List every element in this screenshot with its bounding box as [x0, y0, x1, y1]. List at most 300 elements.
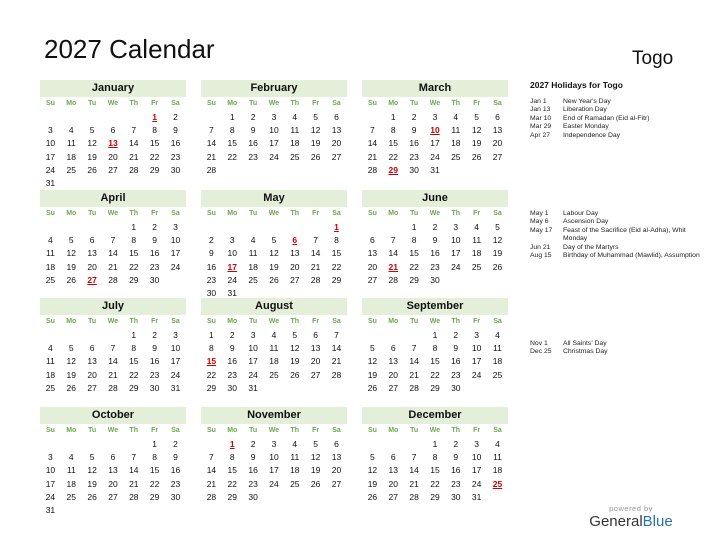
day-cell: 3 [474, 439, 479, 449]
empty-day-cell [264, 164, 285, 177]
day-cell: 27 [290, 274, 300, 285]
day-cell: 15 [430, 465, 440, 476]
day-cell: 18 [451, 138, 461, 149]
day-cell: 22 [149, 478, 160, 489]
empty-day-cell [61, 329, 82, 342]
day-cell: 26 [66, 274, 76, 285]
weekday-label: Fr [151, 318, 159, 325]
day-cell: 26 [471, 151, 482, 162]
weekday-label: Th [290, 210, 300, 217]
weekday-label: Th [451, 318, 461, 325]
empty-day-cell [362, 329, 383, 342]
day-cell: 1 [390, 112, 396, 122]
month-july [40, 298, 186, 395]
week-row [40, 329, 186, 342]
brand-part-blue: Blue [642, 513, 673, 530]
day-cell: 5 [313, 439, 318, 449]
empty-day-cell [326, 164, 347, 177]
day-cell: 20 [331, 465, 342, 476]
day-cell: 26 [290, 369, 300, 380]
day-cell: 8 [152, 452, 157, 463]
weekday-label: We [107, 318, 119, 325]
empty-day-cell [40, 221, 61, 234]
month-march [362, 80, 508, 177]
holiday-list [530, 80, 705, 356]
week-row [362, 261, 508, 274]
day-cell: 22 [149, 151, 160, 162]
week-row [40, 491, 186, 504]
day-cell: 19 [310, 465, 321, 476]
empty-day-cell [383, 221, 404, 234]
holiday-day-cell: 25 [492, 478, 503, 489]
holiday-day-cell: 21 [388, 261, 398, 272]
empty-day-cell [466, 382, 487, 395]
weekday-label: Mo [66, 100, 77, 107]
day-cell: 21 [129, 151, 139, 162]
month-name: October [40, 407, 186, 424]
day-cell: 17 [269, 465, 279, 476]
day-cell: 20 [87, 369, 97, 380]
day-cell: 8 [152, 125, 157, 136]
holiday-name: Day of the Martyrs [563, 243, 619, 251]
day-cell: 17 [430, 138, 440, 149]
day-cell: 23 [227, 369, 237, 380]
day-cell: 9 [173, 125, 178, 136]
day-cell: 7 [209, 125, 214, 136]
holiday-day-cell: 10 [430, 125, 440, 136]
day-cell: 16 [149, 356, 160, 367]
day-cell: 7 [370, 125, 375, 136]
day-cell: 11 [290, 125, 300, 136]
day-cell: 8 [334, 235, 339, 246]
day-cell: 23 [206, 274, 217, 285]
day-cell: 24 [170, 261, 181, 272]
weekday-header [40, 207, 186, 221]
weekday-label: Sa [332, 427, 341, 434]
empty-day-cell [61, 221, 82, 234]
day-cell: 5 [271, 235, 277, 246]
weekday-label: Su [206, 427, 216, 434]
day-cell: 14 [129, 465, 139, 476]
day-cell: 5 [68, 343, 74, 354]
day-cell: 20 [492, 138, 503, 149]
day-cell: 23 [409, 151, 419, 162]
day-cell: 1 [152, 439, 157, 449]
week-row [201, 329, 347, 342]
day-cell: 25 [290, 151, 300, 162]
month-june [362, 190, 508, 287]
week-row [201, 111, 347, 124]
week-row [40, 274, 186, 287]
day-cell: 29 [149, 491, 160, 502]
day-cell: 25 [269, 369, 279, 380]
day-cell: 7 [411, 452, 417, 463]
day-cell: 1 [131, 222, 137, 232]
empty-day-cell [466, 164, 487, 177]
empty-day-cell [144, 177, 165, 190]
day-cell: 31 [45, 504, 56, 515]
holiday-name: Birthday of Muhammad (Mawlid), Assumption [563, 252, 700, 260]
weekday-label: We [268, 100, 280, 107]
week-row [40, 151, 186, 164]
day-cell: 10 [45, 465, 56, 476]
day-cell: 22 [430, 369, 440, 380]
weekday-header [201, 315, 347, 329]
day-cell: 15 [129, 248, 139, 259]
week-row [40, 342, 186, 355]
day-cell: 3 [48, 125, 53, 136]
day-cell: 23 [149, 369, 160, 380]
day-cell: 31 [248, 382, 258, 393]
weekday-label: Tu [249, 427, 258, 434]
month-december [362, 407, 508, 504]
day-cell: 23 [451, 478, 461, 489]
holiday-item [530, 340, 705, 348]
weekday-label: Fr [473, 210, 481, 217]
holiday-date: May 6 [530, 218, 549, 226]
day-cell: 14 [367, 138, 378, 149]
day-cell: 14 [108, 248, 118, 259]
empty-day-cell [305, 491, 326, 504]
empty-day-cell [404, 329, 425, 342]
day-cell: 21 [409, 369, 419, 380]
week-row [362, 438, 508, 451]
holiday-date: Dec 25 [530, 348, 552, 356]
day-cell: 19 [310, 138, 321, 149]
day-cell: 12 [290, 343, 300, 354]
empty-day-cell [201, 438, 222, 451]
weekday-label: Fr [473, 100, 481, 107]
empty-day-cell [404, 438, 425, 451]
day-cell: 21 [129, 478, 139, 489]
weekday-label: Th [290, 318, 300, 325]
weekday-label: Su [367, 100, 377, 107]
day-cell: 4 [68, 125, 74, 136]
day-cell: 17 [170, 248, 181, 259]
week-row [362, 137, 508, 150]
weekday-label: Tu [410, 427, 419, 434]
weekday-label: We [268, 318, 280, 325]
day-cell: 4 [48, 235, 53, 246]
holiday-item [530, 218, 705, 226]
empty-day-cell [487, 491, 508, 504]
weekday-label: Sa [332, 210, 341, 217]
month-february [201, 80, 347, 177]
day-cell: 30 [451, 491, 461, 502]
day-cell: 3 [229, 235, 235, 246]
day-cell: 26 [310, 151, 321, 162]
holiday-name: Ascension Day [563, 218, 609, 226]
empty-day-cell [82, 438, 103, 451]
week-row [201, 382, 347, 395]
empty-day-cell [305, 382, 326, 395]
day-cell: 11 [290, 452, 300, 463]
day-cell: 16 [409, 138, 419, 149]
day-cell: 4 [292, 112, 298, 122]
empty-day-cell [243, 164, 264, 177]
holiday-item [530, 244, 705, 252]
day-cell: 3 [250, 330, 256, 340]
empty-day-cell [103, 329, 124, 342]
weekday-label: Mo [388, 100, 399, 107]
week-row [362, 151, 508, 164]
month-november [201, 407, 347, 504]
day-cell: 9 [432, 235, 438, 246]
day-cell: 6 [334, 439, 339, 449]
day-cell: 4 [250, 235, 256, 246]
holiday-name: New Year's Day [563, 98, 611, 105]
month-april [40, 190, 186, 287]
holiday-name: Christmas Day [563, 348, 608, 356]
week-row [40, 124, 186, 137]
week-row [362, 329, 508, 342]
week-row [201, 451, 347, 464]
weekday-label: Fr [312, 318, 320, 325]
weekday-label: Sa [332, 318, 341, 325]
day-cell: 24 [45, 491, 56, 502]
day-cell: 30 [149, 382, 160, 393]
day-cell: 26 [269, 274, 279, 285]
month-name: June [362, 190, 508, 207]
weekday-header [362, 207, 508, 221]
day-cell: 28 [388, 274, 398, 285]
holiday-day-cell: 15 [206, 356, 217, 367]
day-cell: 18 [66, 151, 76, 162]
week-row [201, 124, 347, 137]
empty-day-cell [61, 438, 82, 451]
holiday-group [530, 340, 705, 357]
weekday-label: Tu [410, 210, 419, 217]
day-cell: 19 [367, 369, 378, 380]
day-cell: 12 [87, 465, 97, 476]
day-cell: 24 [170, 369, 181, 380]
empty-day-cell [305, 164, 326, 177]
day-cell: 11 [248, 248, 258, 259]
day-cell: 17 [471, 356, 482, 367]
day-cell: 21 [409, 478, 419, 489]
day-cell: 16 [149, 248, 160, 259]
day-cell: 2 [173, 439, 178, 449]
day-cell: 5 [370, 343, 375, 354]
week-row [362, 451, 508, 464]
day-cell: 1 [209, 330, 214, 340]
day-cell: 9 [250, 452, 256, 463]
weekday-label: Mo [388, 210, 399, 217]
empty-day-cell [103, 111, 124, 124]
day-cell: 27 [310, 369, 321, 380]
month-name: September [362, 298, 508, 315]
weekday-label: Tu [88, 210, 97, 217]
day-cell: 2 [173, 112, 178, 122]
day-cell: 21 [310, 261, 321, 272]
empty-day-cell [243, 221, 264, 234]
weekday-label: Fr [151, 427, 159, 434]
week-row [201, 342, 347, 355]
empty-day-cell [123, 177, 144, 190]
day-cell: 13 [290, 248, 300, 259]
day-cell: 15 [129, 356, 139, 367]
week-row [362, 274, 508, 287]
day-cell: 6 [495, 112, 500, 122]
day-cell: 10 [471, 343, 482, 354]
day-cell: 17 [451, 248, 461, 259]
week-row [40, 261, 186, 274]
holiday-day-cell: 17 [227, 261, 237, 272]
weekday-header [40, 315, 186, 329]
day-cell: 12 [310, 452, 321, 463]
day-cell: 12 [367, 356, 378, 367]
day-cell: 26 [66, 382, 76, 393]
holiday-item [530, 227, 705, 244]
empty-day-cell [144, 504, 165, 517]
day-cell: 19 [290, 356, 300, 367]
day-cell: 6 [390, 343, 396, 354]
day-cell: 14 [206, 138, 217, 149]
day-cell: 29 [227, 491, 237, 502]
holiday-date: Apr 27 [530, 131, 551, 139]
day-cell: 1 [131, 330, 137, 340]
weekday-label: Sa [171, 318, 180, 325]
week-row [40, 438, 186, 451]
day-cell: 7 [110, 343, 116, 354]
day-cell: 21 [331, 356, 342, 367]
weekday-label: Sa [493, 318, 502, 325]
holiday-date: Jan 13 [530, 106, 551, 114]
day-cell: 16 [206, 261, 217, 272]
day-cell: 7 [411, 343, 417, 354]
holiday-name: End of Ramadan (Eid al-Fitr) [563, 114, 650, 122]
holiday-name: Labour Day [563, 210, 599, 217]
day-cell: 16 [451, 465, 461, 476]
day-cell: 14 [331, 343, 342, 354]
day-cell: 6 [89, 343, 95, 354]
day-cell: 19 [66, 261, 76, 272]
weekday-label: Su [206, 100, 216, 107]
day-cell: 11 [451, 125, 461, 136]
day-cell: 9 [209, 248, 214, 259]
week-row [201, 369, 347, 382]
day-cell: 19 [87, 478, 97, 489]
day-cell: 23 [430, 261, 440, 272]
week-row [40, 111, 186, 124]
day-cell: 14 [409, 465, 419, 476]
weekday-label: Tu [88, 100, 97, 107]
week-row [362, 478, 508, 491]
weekday-label: Th [129, 318, 139, 325]
empty-day-cell [362, 221, 383, 234]
day-cell: 12 [66, 248, 76, 259]
day-cell: 2 [152, 222, 157, 232]
weekday-header [201, 424, 347, 438]
day-cell: 23 [248, 151, 258, 162]
day-cell: 4 [495, 439, 500, 449]
day-cell: 4 [68, 452, 74, 463]
day-cell: 12 [66, 356, 76, 367]
weekday-label: Mo [227, 318, 238, 325]
day-cell: 5 [89, 452, 95, 463]
empty-day-cell [383, 329, 404, 342]
day-cell: 20 [388, 369, 398, 380]
weekday-label: Mo [227, 100, 238, 107]
day-cell: 5 [89, 125, 95, 136]
day-cell: 27 [492, 151, 503, 162]
week-row [40, 355, 186, 368]
day-cell: 26 [492, 261, 503, 272]
day-cell: 17 [45, 478, 56, 489]
empty-day-cell [362, 111, 383, 124]
day-cell: 25 [45, 382, 56, 393]
day-cell: 22 [129, 369, 139, 380]
day-cell: 1 [411, 222, 417, 232]
empty-day-cell [487, 274, 508, 287]
day-cell: 22 [430, 478, 440, 489]
day-cell: 6 [110, 125, 116, 136]
day-cell: 13 [331, 452, 342, 463]
day-cell: 12 [471, 125, 482, 136]
day-cell: 4 [453, 112, 459, 122]
week-row [201, 438, 347, 451]
day-cell: 12 [310, 125, 321, 136]
holiday-group [530, 210, 705, 260]
powered-by-text: powered by [609, 504, 653, 513]
weekday-label: Mo [66, 318, 77, 325]
day-cell: 7 [334, 330, 339, 340]
week-row [40, 451, 186, 464]
holiday-item [530, 210, 705, 218]
holiday-name: Feast of the Sacrifice (Eid al-Adha), Whit Monday [563, 226, 686, 243]
day-cell: 14 [129, 138, 139, 149]
holiday-date: Aug 15 [530, 252, 552, 260]
day-cell: 2 [152, 330, 157, 340]
day-cell: 10 [471, 452, 482, 463]
day-cell: 13 [388, 356, 398, 367]
day-cell: 15 [388, 138, 398, 149]
day-cell: 2 [229, 330, 235, 340]
day-cell: 3 [173, 330, 178, 340]
day-cell: 15 [331, 248, 342, 259]
holiday-name: Liberation Day [563, 106, 607, 114]
day-cell: 8 [209, 343, 214, 354]
day-cell: 20 [108, 478, 118, 489]
day-cell: 18 [492, 356, 503, 367]
day-cell: 10 [227, 248, 237, 259]
day-cell: 9 [229, 343, 235, 354]
day-cell: 18 [492, 465, 503, 476]
day-cell: 29 [331, 274, 342, 285]
brand-logo [586, 504, 676, 530]
holiday-day-cell: 1 [152, 112, 157, 122]
day-cell: 15 [149, 138, 160, 149]
day-cell: 18 [45, 369, 56, 380]
week-row [40, 369, 186, 382]
day-cell: 24 [269, 151, 279, 162]
week-row [362, 491, 508, 504]
day-cell: 6 [334, 112, 339, 122]
day-cell: 12 [87, 138, 97, 149]
day-cell: 16 [451, 356, 461, 367]
empty-day-cell [284, 382, 305, 395]
day-cell: 30 [206, 287, 217, 298]
day-cell: 29 [206, 382, 217, 393]
holiday-day-cell: 27 [87, 274, 97, 285]
day-cell: 18 [290, 138, 300, 149]
empty-day-cell [165, 504, 186, 517]
day-cell: 6 [110, 452, 116, 463]
week-row [201, 234, 347, 247]
day-cell: 30 [170, 491, 181, 502]
day-cell: 24 [248, 369, 258, 380]
day-cell: 24 [45, 164, 56, 175]
